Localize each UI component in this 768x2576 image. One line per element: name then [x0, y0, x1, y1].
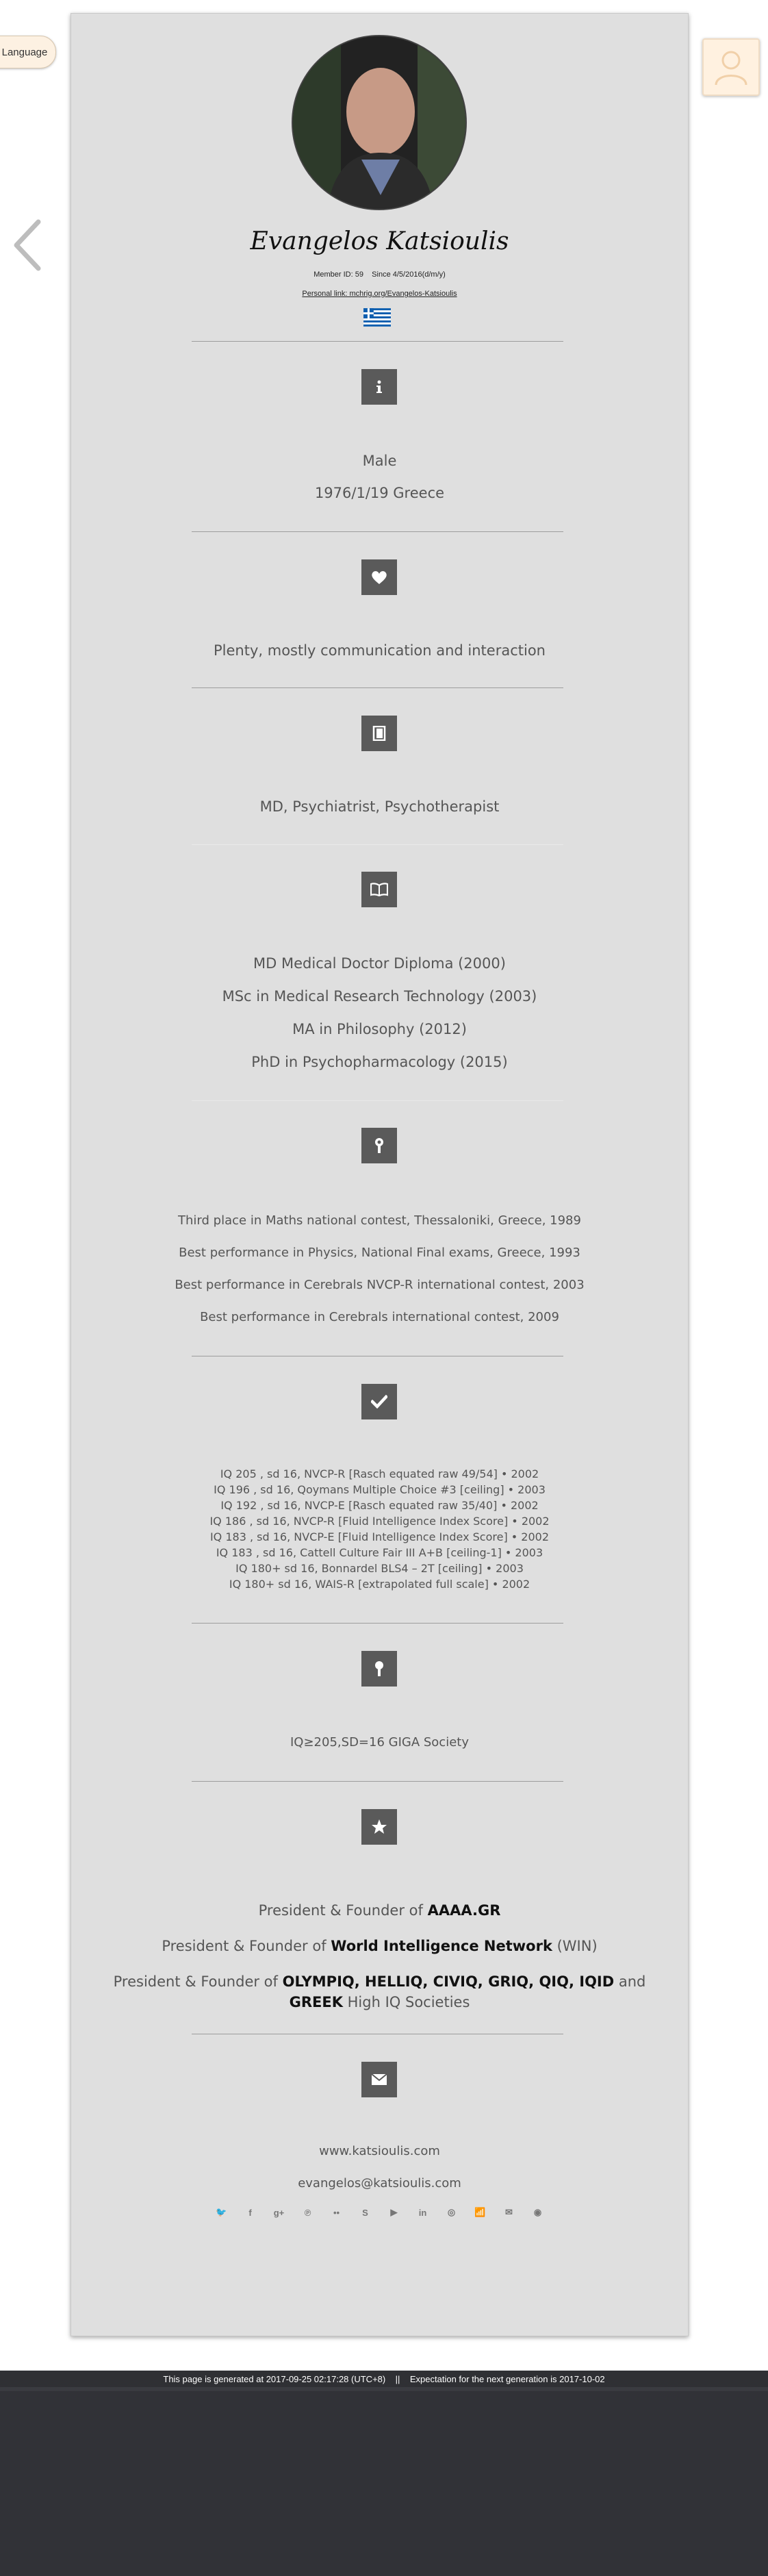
rss-icon[interactable]: ◉	[533, 2207, 542, 2217]
role-text: High IQ Societies	[342, 1994, 470, 2010]
society: IQ≥205,SD=16 GIGA Society	[290, 1735, 469, 1750]
award-item: Best performance in Cerebrals international contest, 2009	[200, 1310, 559, 1324]
role-text: President & Founder of	[258, 1902, 428, 1919]
role-item	[71, 1902, 688, 1919]
test-item: IQ 183 , sd 16, Cattell Culture Fair III A+B [ceiling-1] • 2003	[216, 1546, 543, 1559]
divider	[192, 341, 563, 342]
user-icon	[711, 47, 752, 88]
education-section-icon	[361, 872, 397, 907]
award-icon	[374, 1137, 385, 1154]
star-icon	[371, 1819, 387, 1835]
twitter-icon[interactable]: 🐦	[216, 2207, 227, 2217]
instagram-icon[interactable]: ◎	[447, 2207, 456, 2217]
interests-section-icon	[361, 559, 397, 595]
award-item: Best performance in Physics, National Final exams, Greece, 1993	[179, 1246, 580, 1260]
role-org: OLYMPIQ, HELLIQ, CIVIQ, GRIQ, QIQ, IQID	[282, 1973, 615, 1990]
pinterest-icon[interactable]: ℗	[304, 2207, 311, 2218]
notebook-icon	[372, 726, 386, 741]
member-meta: Member ID: 59 Since 4/5/2016(d/m/y)	[313, 270, 446, 279]
email-link[interactable]: evangelos@katsioulis.com	[298, 2176, 461, 2190]
linkedin-icon[interactable]: in	[418, 2207, 427, 2218]
role-text: President & Founder of	[162, 1938, 331, 1954]
info-icon	[372, 379, 387, 394]
profile-card	[71, 13, 689, 2336]
society-section-icon	[361, 1651, 397, 1687]
award-item: Best performance in Cerebrals NVCP-R international contest, 2003	[175, 1278, 585, 1292]
chevron-left-icon[interactable]	[11, 218, 45, 273]
test-item: IQ 180+ sd 16, WAIS-R [extrapolated full scale] • 2002	[229, 1578, 530, 1591]
mail-icon[interactable]: ✉	[505, 2207, 513, 2217]
tests-section-icon	[361, 1384, 397, 1419]
profile-photo	[293, 36, 465, 209]
website-link[interactable]: www.katsioulis.com	[319, 2144, 440, 2158]
medal-icon	[374, 1660, 385, 1677]
role-org: World Intelligence Network	[331, 1938, 552, 1954]
interests: Plenty, mostly communication and interaction	[214, 642, 546, 659]
occupation: MD, Psychiatrist, Psychotherapist	[259, 798, 500, 815]
book-icon	[370, 883, 388, 896]
test-item: IQ 186 , sd 16, NVCP-R [Fluid Intelligence Index Score] • 2002	[209, 1515, 550, 1528]
heart-icon	[371, 570, 387, 585]
divider	[192, 687, 563, 688]
page-footer	[0, 2387, 768, 2576]
divider	[192, 531, 563, 532]
education-item: MD Medical Doctor Diploma (2000)	[253, 955, 506, 972]
user-menu-button[interactable]	[702, 38, 760, 96]
role-text: and	[614, 1973, 646, 1990]
test-item: IQ 183 , sd 16, NVCP-E [Fluid Intelligence Index Score] • 2002	[209, 1530, 550, 1543]
divider	[192, 1781, 563, 1782]
member-name: Evangelos Katsioulis	[250, 227, 509, 255]
check-icon	[371, 1395, 387, 1409]
education-item: MSc in Medical Research Technology (2003)	[222, 988, 537, 1005]
role-text: (WIN)	[552, 1938, 598, 1954]
award-item: Third place in Maths national contest, Thessaloniki, Greece, 1989	[178, 1213, 581, 1228]
stats-icon[interactable]: 📶	[474, 2207, 486, 2217]
role-item	[71, 1973, 688, 1990]
role-org: AAAA.GR	[427, 1902, 501, 1919]
divider	[192, 844, 563, 845]
social-links	[71, 2206, 688, 2219]
personal-link[interactable]: Personal link: mchrig.org/Evangelos-Katsioulis	[302, 290, 457, 298]
envelope-icon	[371, 2073, 387, 2086]
skype-icon[interactable]: S	[362, 2207, 368, 2218]
role-item	[71, 1938, 688, 1954]
google-plus-icon[interactable]: g+	[273, 2207, 285, 2218]
contact-section-icon	[361, 2062, 397, 2097]
flickr-icon[interactable]: ••	[333, 2207, 340, 2218]
facebook-icon[interactable]: f	[248, 2207, 252, 2218]
gender: Male	[362, 453, 397, 469]
language-button[interactable]	[0, 36, 56, 68]
language-label: Language	[1, 46, 48, 58]
occupation-section-icon	[361, 716, 397, 751]
education-item: MA in Philosophy (2012)	[292, 1021, 467, 1037]
test-item: IQ 205 , sd 16, NVCP-R [Rasch equated raw 49/54] • 2002	[220, 1467, 539, 1480]
test-item: IQ 196 , sd 16, Qoymans Multiple Choice #3 [ceiling] • 2003	[214, 1483, 546, 1496]
footer-text: This page is generated at 2017-09-25 02:17:28 (UTC+8) || Expectation for the next generation is 2017-10-02	[163, 2373, 605, 2384]
test-item: IQ 180+ sd 16, Bonnardel BLS4 – 2T [ceiling] • 2003	[235, 1562, 524, 1575]
divider	[192, 1100, 563, 1101]
avatar	[292, 35, 467, 210]
roles-section-icon	[361, 1809, 397, 1845]
education-item: PhD in Psychopharmacology (2015)	[251, 1054, 508, 1070]
role-item	[71, 1994, 688, 2010]
test-item: IQ 192 , sd 16, NVCP-E [Rasch equated raw 35/40] • 2002	[220, 1499, 539, 1512]
role-org: GREEK	[289, 1994, 343, 2010]
birth-info: 1976/1/19 Greece	[314, 485, 445, 501]
divider	[192, 1623, 563, 1624]
greece-flag-icon	[363, 308, 391, 327]
generation-footer	[0, 2371, 768, 2387]
awards-section-icon	[361, 1128, 397, 1163]
youtube-icon[interactable]: ▶	[390, 2207, 398, 2217]
info-section-icon	[361, 369, 397, 405]
role-text: President & Founder of	[113, 1973, 283, 1990]
